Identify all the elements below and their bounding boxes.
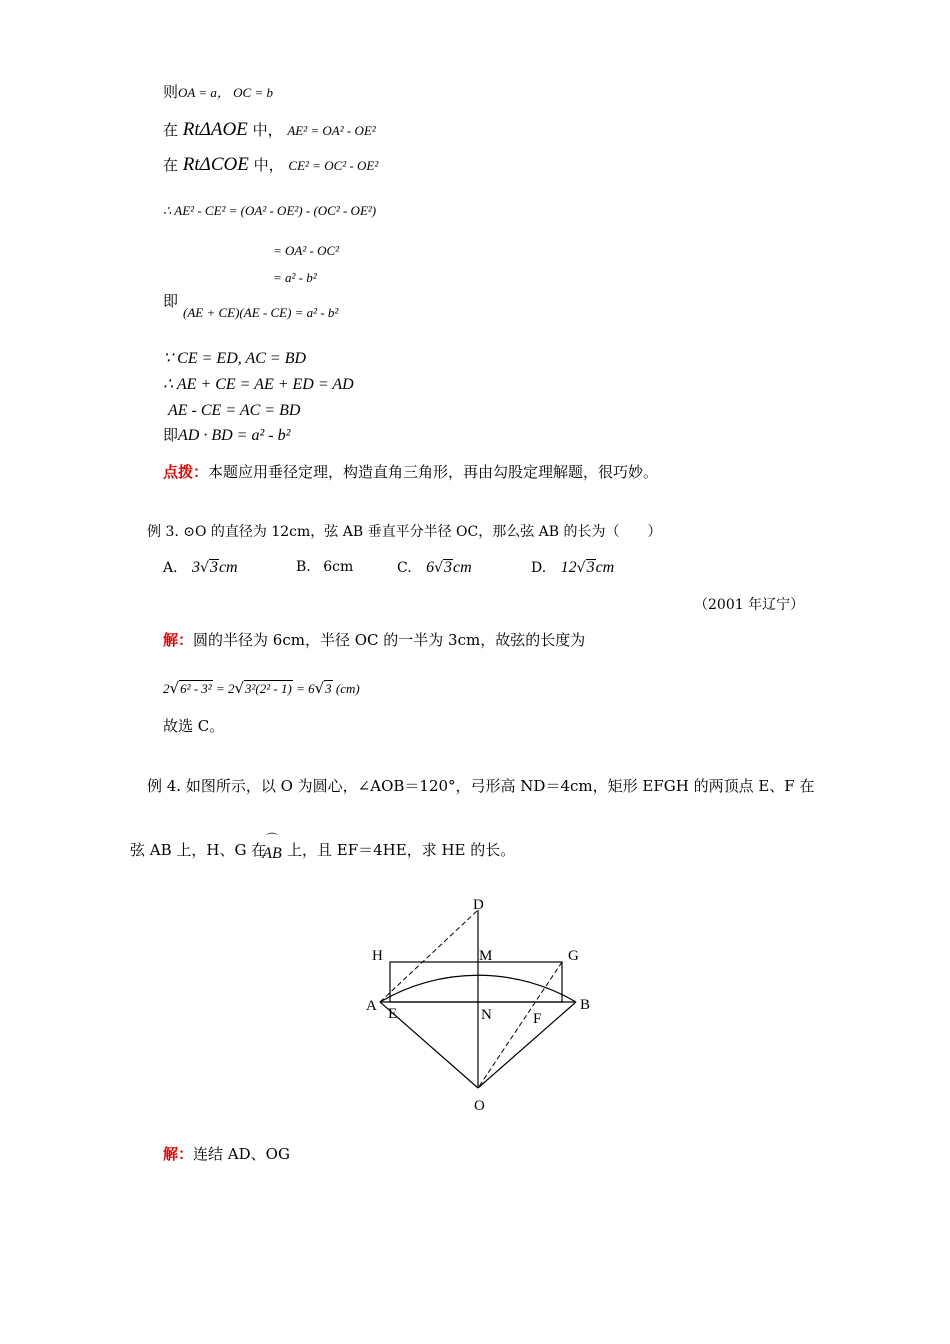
option-b-text: 6cm [323, 559, 354, 575]
sqrt-icon: √ [314, 679, 325, 697]
example3-solution-label: 解： [163, 631, 194, 649]
option-b-letter: B. [296, 559, 311, 575]
option-d-coef: 12 [560, 559, 577, 576]
proof-line-2-prefix: 在 [163, 121, 179, 139]
proof-line-2-triangle: RtΔAOE [182, 119, 248, 140]
proof-line-9-equation: ∴ AE + CE = AE + ED = AD [163, 376, 354, 393]
proof-line-7-equation: (AE + CE)(AE - CE) = a² - b² [183, 305, 339, 320]
hint-text: 本题应用垂径定理，构造直角三角形，再由勾股定理解题，很巧妙。 [208, 463, 659, 481]
label-o: O [474, 1098, 485, 1114]
label-f: F [533, 1011, 542, 1027]
proof-line-7-prefix: 即 [163, 292, 179, 310]
sqrt-icon: √ [234, 679, 245, 697]
option-c-letter: C. [397, 560, 412, 576]
proof-line-10-equation: AE - CE = AC = BD [168, 402, 301, 419]
formula-radicand-3: 3 [325, 681, 332, 696]
label-e: E [388, 1006, 398, 1022]
proof-line-8-equation: ∵ CE = ED, AC = BD [163, 350, 307, 367]
label-a: A [366, 998, 377, 1014]
proof-line-3-middle: 中， [253, 156, 284, 174]
example3-question: 例 3. ⊙O 的直径为 12cm，弦 AB 垂直平分半径 OC，那么弦 AB 的长为（ ） [147, 524, 662, 540]
option-a-letter: A. [163, 560, 178, 576]
proof-line-3-prefix: 在 [163, 156, 179, 174]
label-h: H [372, 948, 383, 964]
label-m: M [479, 948, 493, 964]
option-d-radicand: 3 [586, 559, 595, 576]
radius-ob [478, 1002, 576, 1088]
proof-line-6-equation: = a² - b² [273, 270, 317, 285]
sqrt-icon: √ [169, 679, 180, 697]
proof-line-11-equation: AD · BD = a² - b² [178, 427, 291, 444]
example4-solution [163, 1144, 290, 1164]
option-d-letter: D. [531, 560, 547, 576]
arc-symbol-icon: ⌒ [265, 832, 278, 846]
option-a-coef: 3 [192, 559, 201, 576]
formula-coef-1: 2 [163, 681, 170, 696]
sqrt-icon: √ [200, 560, 209, 576]
example3-solution-text: 圆的半径为 6cm，半径 OC 的一半为 3cm，故弦的长度为 [193, 631, 586, 649]
label-b: B [580, 997, 591, 1013]
proof-line-11-prefix: 即 [163, 426, 179, 444]
formula-unit: (cm) [332, 681, 360, 696]
hint-label: 点拨： [163, 463, 209, 481]
proof-line-1-math: OA = a， OC = b [178, 85, 273, 100]
label-n: N [481, 1007, 492, 1023]
example4-solution-label: 解： [163, 1145, 194, 1163]
label-d: D [473, 897, 484, 913]
example4-line-1: 例 4. 如图所示，以 O 为圆心，∠AOB＝120°，弓形高 ND＝4cm，矩形 EFGH 的两顶点 E、F 在 [147, 777, 815, 795]
example4-line-2-prefix: 弦 AB 上，H、G 在 [130, 841, 267, 859]
formula-radicand-1: 6² - 3² [180, 681, 212, 696]
example4-solution-text: 连结 AD、OG [193, 1145, 290, 1163]
formula-coef-3: = 6 [292, 681, 315, 696]
option-a-unit: cm [218, 559, 238, 576]
proof-line-2-middle: 中， [252, 121, 283, 139]
label-g: G [568, 948, 579, 964]
formula-radicand-2: 3²(2² - 1) [245, 681, 292, 696]
example4-line-2-suffix: 上，且 EF＝4HE，求 HE 的长。 [287, 841, 516, 859]
proof-line-2-equation: AE² = OA² - OE² [287, 123, 376, 138]
proof-line-1-prefix: 则 [163, 83, 179, 101]
option-a-radicand: 3 [209, 559, 218, 576]
sqrt-icon: √ [576, 560, 586, 576]
sqrt-icon: √ [434, 560, 444, 576]
proof-line-3-equation: CE² = OC² - OE² [288, 158, 379, 173]
proof-line-4-equation: ∴ AE² - CE² = (OA² - OE²) - (OC² - OE²) [163, 203, 377, 218]
option-c-coef: 6 [426, 559, 435, 576]
arc-label: AB [262, 845, 282, 862]
option-c-unit: cm [453, 559, 472, 576]
proof-line-5-equation: = OA² - OC² [273, 243, 340, 258]
example3-conclusion: 故选 C。 [163, 717, 225, 735]
dashed-ad [380, 910, 478, 1002]
option-d-unit: cm [595, 559, 615, 576]
example3-source: （2001 年辽宁） [694, 597, 805, 613]
option-c-radicand: 3 [444, 559, 453, 576]
proof-line-3-triangle: RtΔCOE [182, 154, 249, 175]
formula-coef-2: = 2 [212, 681, 235, 696]
